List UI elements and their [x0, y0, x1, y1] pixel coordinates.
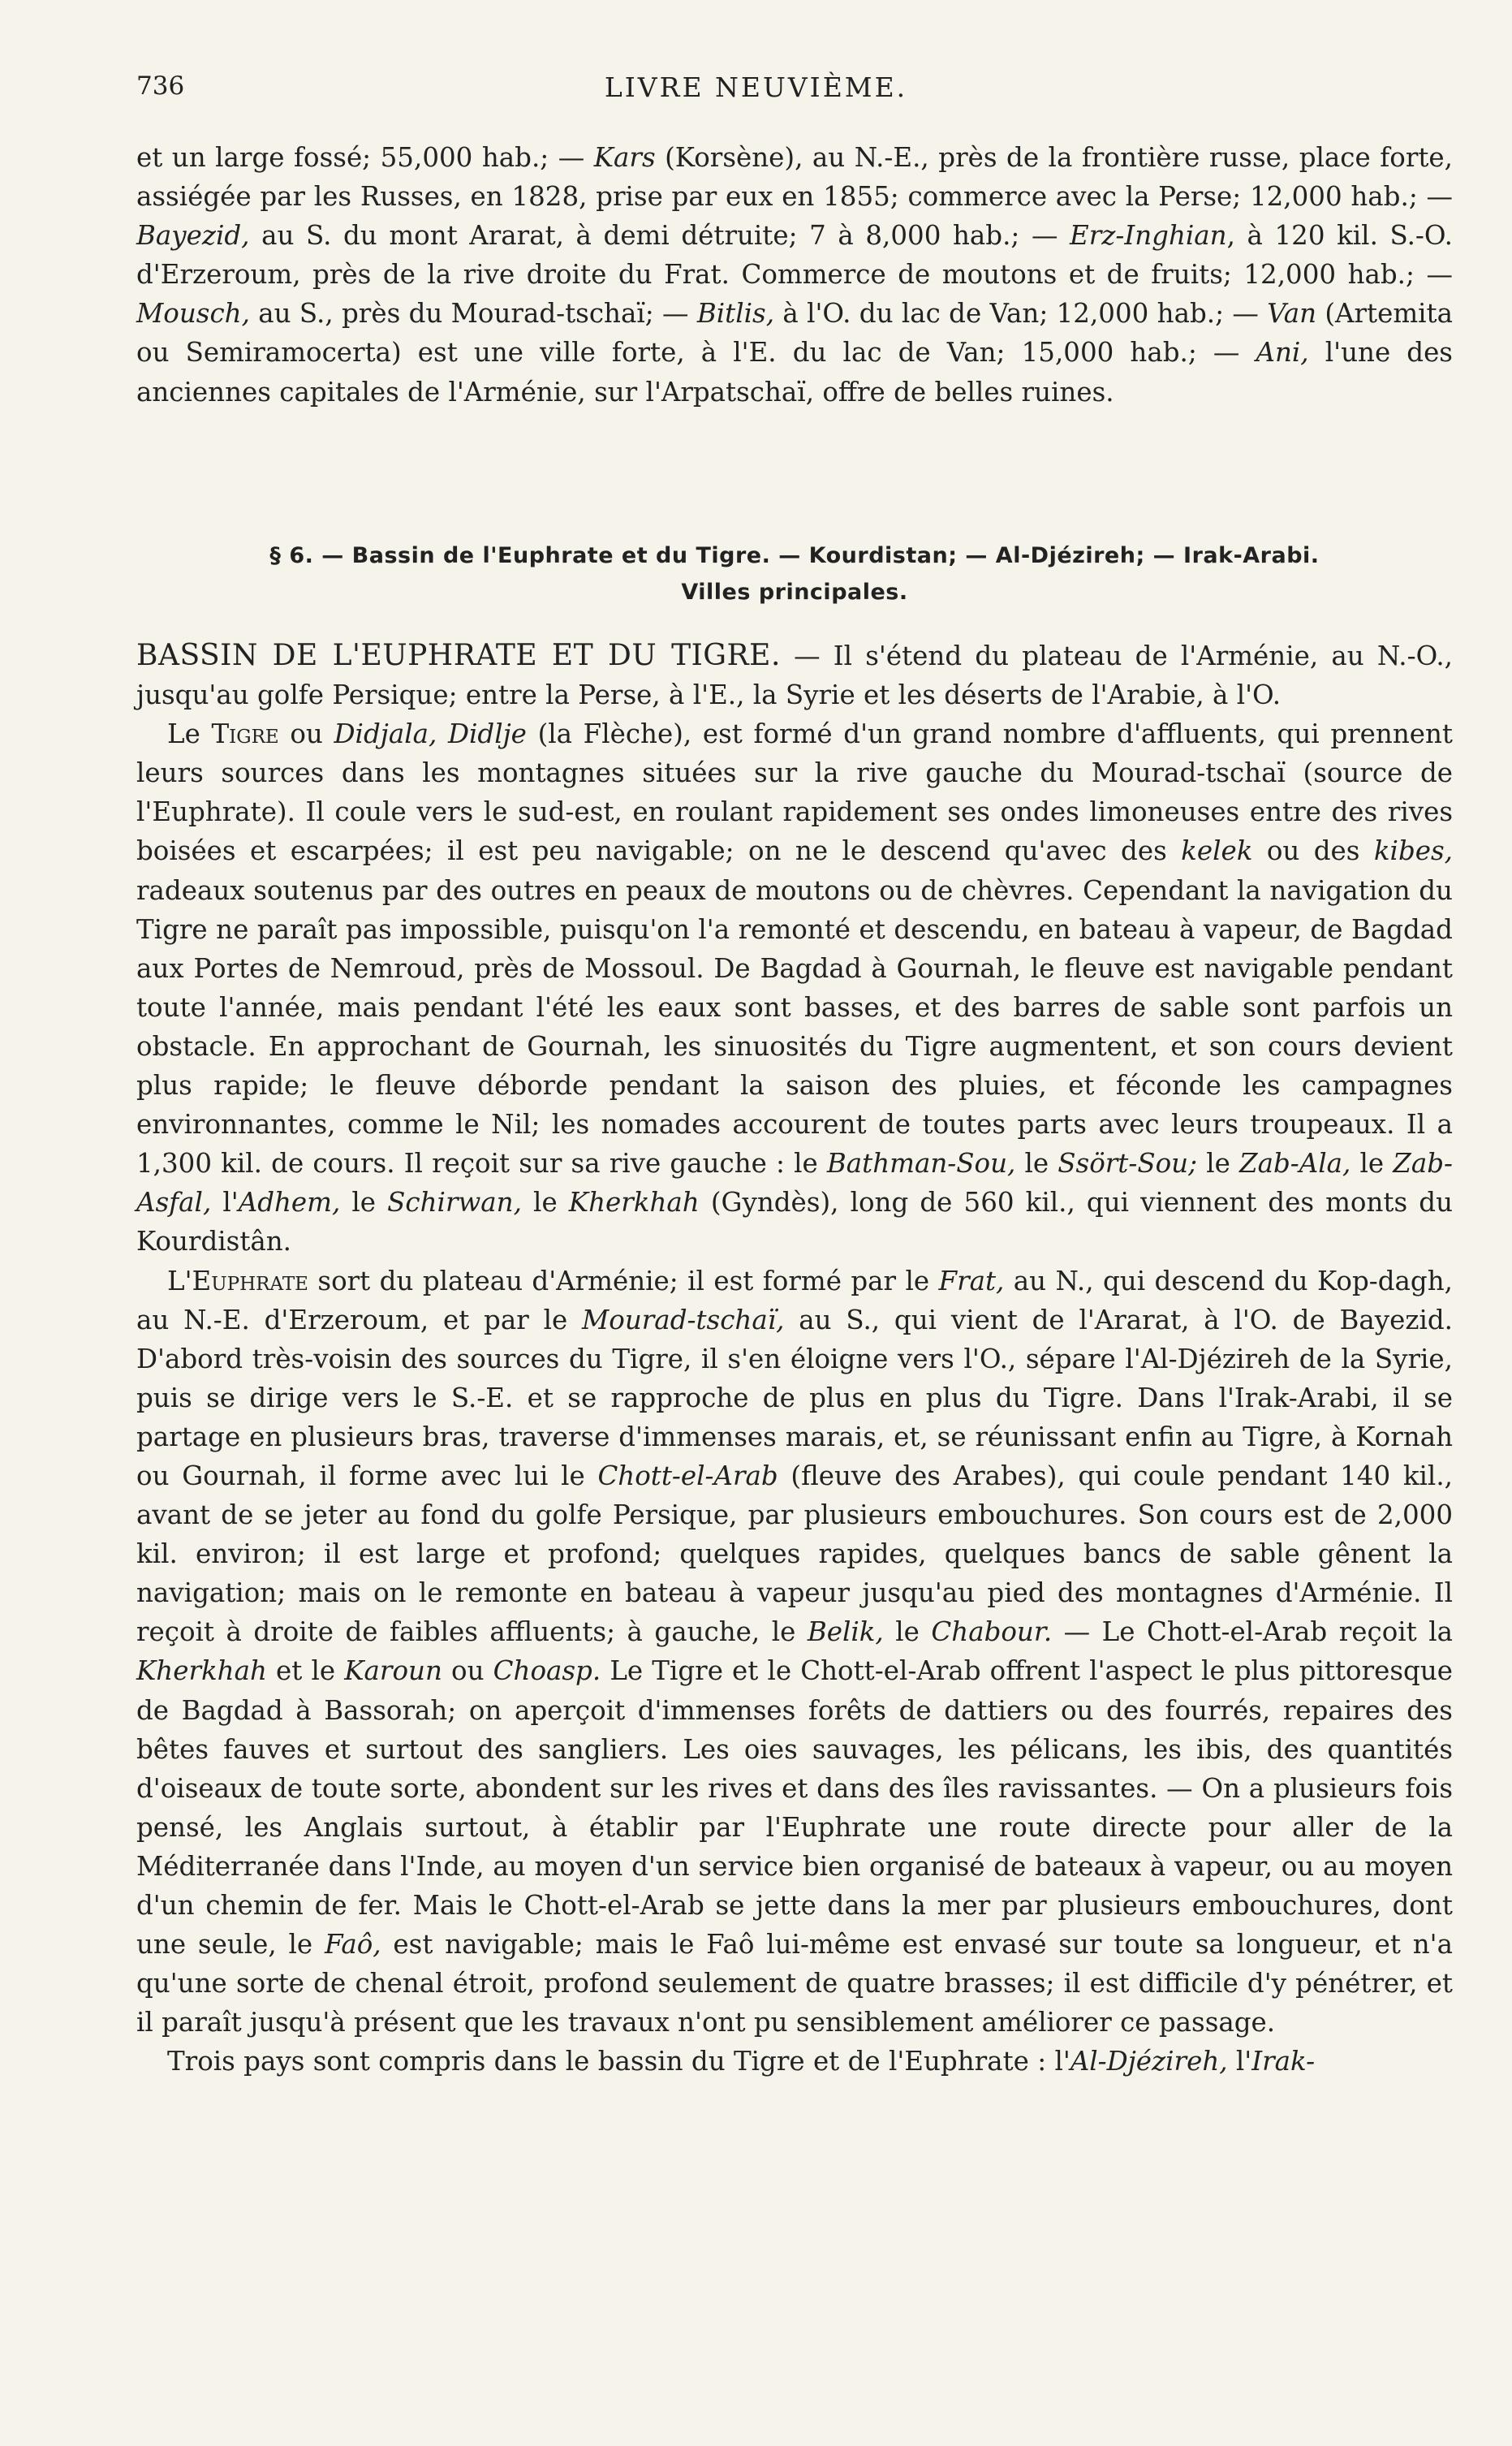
- running-title: LIVRE NEUVIÈME.: [604, 71, 908, 103]
- paragraph-trois-pays: Trois pays sont compris dans le bassin du Tigre et de l'Euphrate : l'Al-Djézireh, l'Irak-: [167, 2046, 1316, 2077]
- paragraph-cities: et un large fossé; 55,000 hab.; — Kars (Korsène), au N.-E., près de la frontière russe, place forte, assiégée par les Russes, en 1828, prise par eux en 1855; commerce avec la Perse; 12,000 hab.; — Bayezid, au S. du mont Ararat, à demi détruite; 7 à 8,000 hab.; — Erz-Inghian, à 120 kil. S.-O. d'Erzeroum, près de la rive droite du Frat. Commerce de moutons et de fruits; 12,000 hab.; — Mousch, au S., près du Mourad-tschaï; — Bitlis, à l'O. du lac de Van; 12,000 hab.; — Van (Artemita ou Semiramocerta) est une ville forte, à l'E. du lac de Van; 15,000 hab.; — Ani, l'une des anciennes capitales de l'Arménie, sur l'Arpatschaï, offre de belles ruines.: [136, 142, 1453, 408]
- body-text-top: [136, 138, 1453, 412]
- page-number: 736: [136, 71, 185, 101]
- section-heading: [136, 537, 1453, 610]
- body-text-main: [136, 636, 1453, 2081]
- section-heading-line1: § 6. — Bassin de l'Euphrate et du Tigre. — Kourdistan; — Al-Djézireh; — Irak-Arabi.: [269, 543, 1320, 568]
- paragraph-euphrate: L'Euphrate sort du plateau d'Arménie; il est formé par le Frat, au N., qui descend du Kop-dagh, au N.-E. d'Erzeroum, et par le Mourad-tschaï, au S., qui vient de l'Ararat, à l'O. de Bayezid. D'abord très-voisin des sources du Tigre, il s'en éloigne vers l'O., sépare l'Al-Djézireh de la Syrie, puis se dirige vers le S.-E. et se rapproche de plus en plus du Tigre. Dans l'Irak-Arabi, il se partage en plusieurs bras, traverse d'immenses marais, et, se réunissant enfin au Tigre, à Kornah ou Gournah, il forme avec lui le Chott-el-Arab (fleuve des Arabes), qui coule pendant 140 kil., avant de se jeter au fond du golfe Persique, par plusieurs embouchures. Son cours est de 2,000 kil. environ; il est large et profond; quelques rapides, quelques bancs de sable gênent la navigation; mais on le remonte en bateau à vapeur jusqu'au pied des montagnes d'Arménie. Il reçoit à droite de faibles affluents; à gauche, le Belik, le Chabour. — Le Chott-el-Arab reçoit la Kherkhah et le Karoun ou Choasp. Le Tigre et le Chott-el-Arab offrent l'aspect le plus pittoresque de Bagdad à Bassorah; on aperçoit d'immenses forêts de dattiers ou des fourrés, repaires des bêtes fauves et surtout des sangliers. Les oies sauvages, les pélicans, les ibis, des quantités d'oiseaux de toute sorte, abondent sur les rives et dans des îles ravissantes. — On a plusieurs fois pensé, les Anglais surtout, à établir par l'Euphrate une route directe pour aller de la Méditerranée dans l'Inde, au moyen d'un service bien organisé de bateaux à vapeur, ou au moyen d'un chemin de fer. Mais le Chott-el-Arab se jette dans la mer par plusieurs embouchures, dont une seule, le Faô, est navigable; mais le Faô lui-même est envasé sur toute sa longueur, et n'a qu'une sorte de chenal étroit, profond seulement de quatre brasses; il est difficile d'y pénétrer, et il paraît jusqu'à présent que les travaux n'ont pu sensiblement améliorer ce passage.: [136, 1265, 1453, 2038]
- section-heading-line2: Villes principales.: [681, 580, 908, 605]
- paragraph-bassin: BASSIN DE L'EUPHRATE ET DU TIGRE. — Il s'étend du plateau de l'Arménie, au N.-O., jusqu'au golfe Persique; entre la Perse, à l'E., la Syrie et les déserts de l'Arabie, à l'O.: [136, 639, 1453, 711]
- paragraph-tigre: Le Tigre ou Didjala, Didlje (la Flèche), est formé d'un grand nombre d'affluents, qui prennent leurs sources dans les montagnes situées sur la rive gauche du Mourad-tschaï (source de l'Euphrate). Il coule vers le sud-est, en roulant rapidement ses ondes limoneuses entre des rives boisées et escarpées; il est peu navigable; on ne le descend qu'avec des kelek ou des kibes, radeaux soutenus par des outres en peaux de moutons ou de chèvres. Cependant la navigation du Tigre ne paraît pas impossible, puisqu'on l'a remonté et descendu, en bateau à vapeur, de Bagdad aux Portes de Nemroud, près de Mossoul. De Bagdad à Gournah, le fleuve est navigable pendant toute l'année, mais pendant l'été les eaux sont basses, et des barres de sable sont parfois un obstacle. En approchant de Gournah, les sinuosités du Tigre augmentent, et son cours devient plus rapide; le fleuve déborde pendant la saison des pluies, et féconde les campagnes environnantes, comme le Nil; les nomades accourent de toutes parts avec leurs troupeaux. Il a 1,300 kil. de cours. Il reçoit sur sa rive gauche : le Bathman-Sou, le Ssört-Sou; le Zab-Ala, le Zab-Asfal, l'Adhem, le Schirwan, le Kherkhah (Gyndès), long de 560 kil., qui viennent des monts du Kourdistân.: [136, 718, 1454, 1258]
